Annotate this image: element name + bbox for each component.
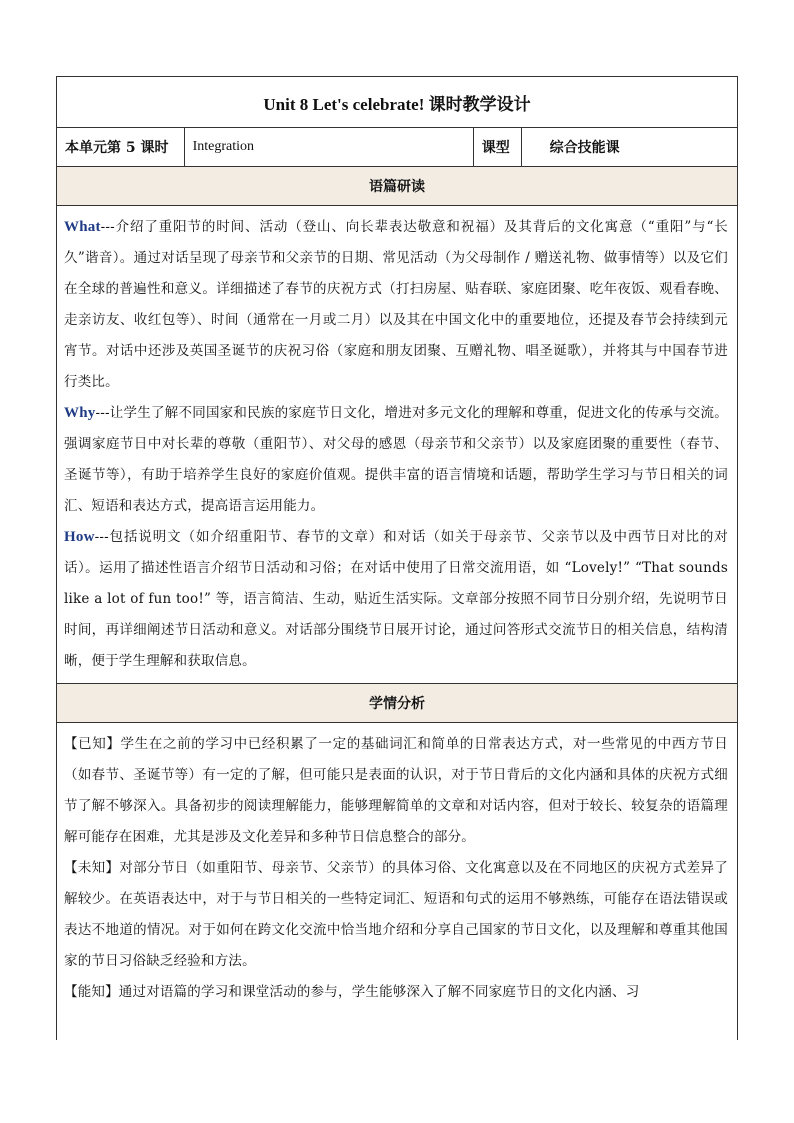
period-cell: 本单元第 5 课时 (57, 128, 185, 166)
lesson-type-value: 综合技能课 (549, 140, 620, 156)
learner-analysis-body (57, 723, 737, 1014)
why-paragraph (64, 398, 728, 522)
what-keyword: What (64, 219, 101, 235)
what-text: ---介绍了重阳节的时间、活动（登山、向长辈表达敬意和祝福）及其背后的文化寓意（“重阳”与“长久”谐音）。通过对话呈现了母亲节和父亲节的日期、常见活动（为父母制作 / 赠送礼物、做事情等）以及它们在全球的普遍性和意义。详细描述了春节的庆祝方式（打扫房屋、贴春联、家庭团聚、吃年夜饭、观看春晚、走亲访友、收红包等）、时间（通常在一月或二月）以及其在中国文化中的重要地位，还提及春节会持续到元宵节。对话中还涉及英国圣诞节的庆祝习俗（家庭和朋友团聚、互赠礼物、唱圣诞歌），并将其与中国春节进行类比。 (64, 219, 728, 390)
what-paragraph (64, 212, 728, 398)
able-paragraph: 【能知】通过对语篇的学习和课堂活动的参与，学生能够深入了解不同家庭节日的文化内涵、习 (64, 984, 640, 1000)
how-paragraph (64, 522, 728, 677)
section-heading-learner-analysis: 学情分析 (57, 684, 737, 723)
known-paragraph: 【已知】学生在之前的学习中已经积累了一定的基础词汇和简单的日常表达方式，对一些常见的中西方节日（如春节、圣诞节等）有一定的了解，但可能只是表面的认识，对于节日背后的文化内涵和具体的庆祝方式细节了解不够深入。具备初步的阅读理解能力，能够理解简单的文章和对话内容，但对于较长、较复杂的语篇理解可能存在困难，尤其是涉及文化差异和多种节日信息整合的部分。 (64, 736, 728, 845)
lesson-plan-table (56, 76, 738, 1040)
how-keyword: How (64, 529, 95, 545)
how-text: ---包括说明文（如介绍重阳节、春节的文章）和对话（如关于母亲节、父亲节以及中西节日对比的对话）。运用了描述性语言介绍节日活动和习俗；在对话中使用了日常交流用语，如 “Lovely!” “That sounds like a lot of fun too!” 等，语言简洁、生动，贴近生活实际。文章部分按照不同节日分别介绍，先说明节日时间，再详细阐述节日活动和意义。对话部分围绕节日展开讨论，通过问答形式交流节日的相关信息，结构清晰，便于学生理解和获取信息。 (64, 529, 728, 669)
meta-row (57, 128, 737, 167)
unknown-paragraph: 【未知】对部分节日（如重阳节、母亲节、父亲节）的具体习俗、文化寓意以及在不同地区的庆祝方式差异了解较少。在英语表达中，对于与节日相关的一些特定词汇、短语和句式的运用不够熟练，可能存在语法错误或表达不地道的情况。对于如何在跨文化交流中恰当地介绍和分享自己国家的节日文化，以及理解和尊重其他国家的节日习俗缺乏经验和方法。 (64, 860, 728, 969)
why-keyword: Why (64, 405, 96, 421)
lesson-type-label: 课型 (474, 128, 522, 166)
why-text: ---让学生了解不同国家和民族的家庭节日文化，增进对多元文化的理解和尊重，促进文化的传承与交流。强调家庭节日中对长辈的尊敬（重阳节）、对父母的感恩（母亲节和父亲节）以及家庭团聚的重要性（春节、圣诞节等），有助于培养学生良好的家庭价值观。提供丰富的语言情境和话题，帮助学生学习与节日相关的词汇、短语和表达方式，提高语言运用能力。 (64, 405, 728, 514)
document-title: Unit 8 Let's celebrate! 课时教学设计 (57, 77, 737, 128)
section-heading-text-study: 语篇研读 (57, 167, 737, 206)
topic-cell: Integration (185, 128, 474, 166)
text-study-body (57, 206, 737, 684)
